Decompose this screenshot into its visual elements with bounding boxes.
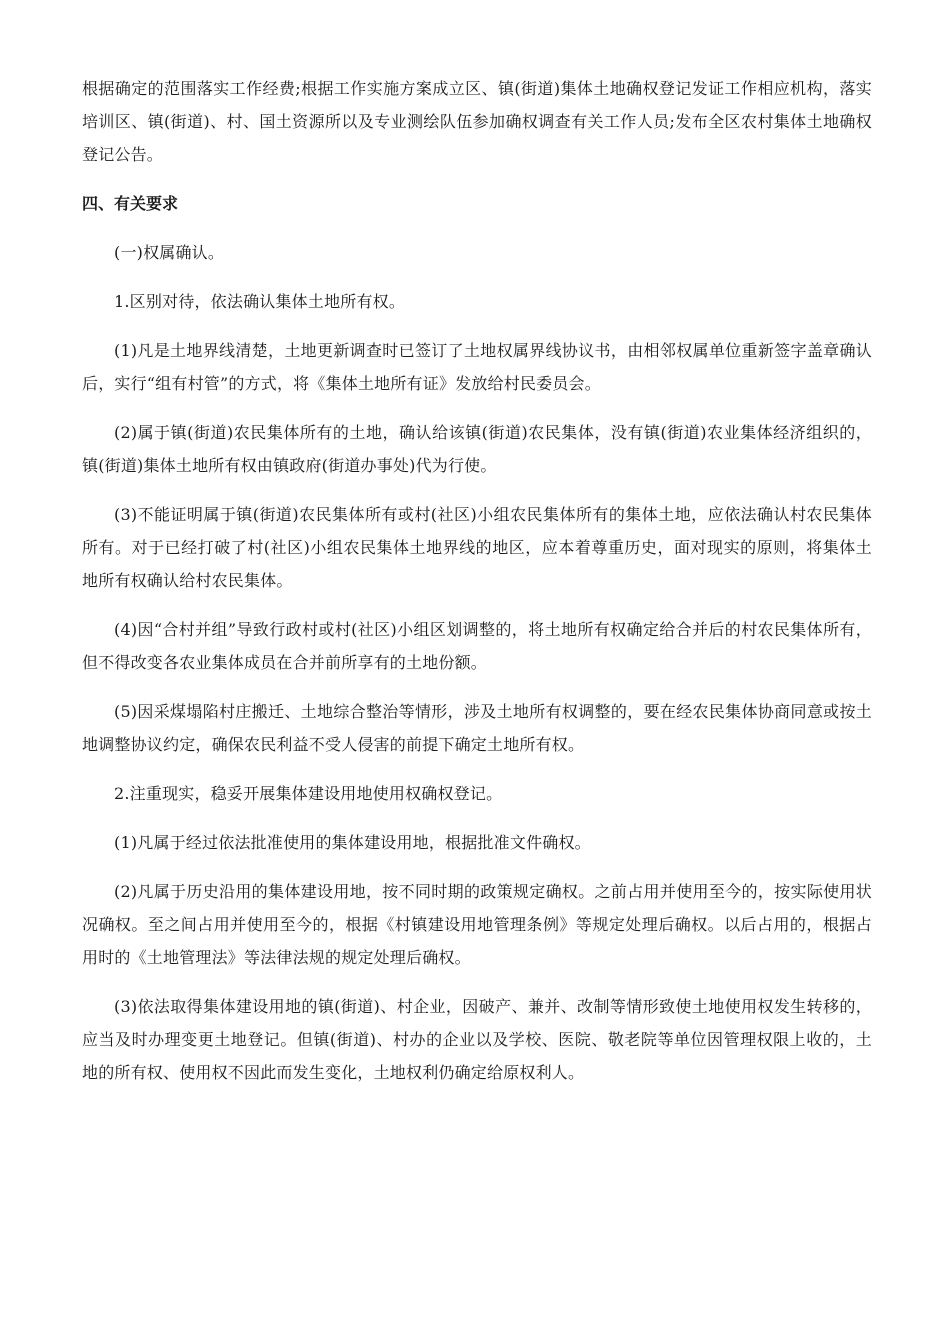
item-1-3-paragraph: (3)不能证明属于镇(街道)农民集体所有或村(社区)小组农民集体所有的集体土地，应依法确认村农民集体所有。对于已经打破了村(社区)小组农民集体土地界线的地区，应本着尊重历史，面对现实的原则，将集体土地所有权确认给村农民集体。	[82, 505, 872, 590]
document-page	[82, 72, 872, 1105]
item-2-1-paragraph: (1)凡属于经过依法批准使用的集体建设用地，根据批准文件确权。	[114, 833, 591, 852]
item-1-4-paragraph: (4)因“合村并组”导致行政村或村(社区)小组区划调整的，将土地所有权确定给合并后的村农民集体所有，但不得改变各农业集体成员在合并前所享有的土地份额。	[82, 620, 872, 672]
item-1-2-paragraph: (2)属于镇(街道)农民集体所有的土地，确认给该镇(街道)农民集体，没有镇(街道)农业集体经济组织的，镇(街道)集体土地所有权由镇政府(街道办事处)代为行使。	[82, 423, 872, 475]
section-heading: 四、有关要求	[82, 194, 179, 213]
item-1-5-paragraph: (5)因采煤塌陷村庄搬迁、土地综合整治等情形，涉及土地所有权调整的，要在经农民集体协商同意或按土地调整协议约定，确保农民利益不受人侵害的前提下确定土地所有权。	[82, 702, 872, 754]
item-1-1-paragraph: (1)凡是土地界线清楚，土地更新调查时已签订了土地权属界线协议书，由相邻权属单位重新签字盖章确认后，实行“组有村管”的方式，将《集体土地所有证》发放给村民委员会。	[82, 341, 872, 393]
intro-paragraph: 根据确定的范围落实工作经费;根据工作实施方案成立区、镇(街道)集体土地确权登记发证工作相应机构，落实培训区、镇(街道)、村、国土资源所以及专业测绘队伍参加确权调查有关工作人员;发布全区农村集体土地确权登记公告。	[82, 79, 872, 164]
item-2-3-paragraph: (3)依法取得集体建设用地的镇(街道)、村企业，因破产、兼并、改制等情形致使土地使用权发生转移的，应当及时办理变更土地登记。但镇(街道)、村办的企业以及学校、医院、敬老院等单位因管理权限上收的，土地的所有权、使用权不因此而发生变化，土地权利仍确定给原权利人。	[82, 997, 872, 1082]
item-2-2-paragraph: (2)凡属于历史沿用的集体建设用地，按不同时期的政策规定确权。之前占用并使用至今的，按实际使用状况确权。至之间占用并使用至今的，根据《村镇建设用地管理条例》等规定处理后确权。以后占用的，根据占用时的《土地管理法》等法律法规的规定处理后确权。	[82, 882, 872, 967]
item-1-heading: 1.区别对待，依法确认集体土地所有权。	[114, 292, 406, 311]
sub-heading-ownership: (一)权属确认。	[114, 243, 225, 262]
item-2-heading: 2.注重现实，稳妥开展集体建设用地使用权确权登记。	[114, 784, 503, 803]
